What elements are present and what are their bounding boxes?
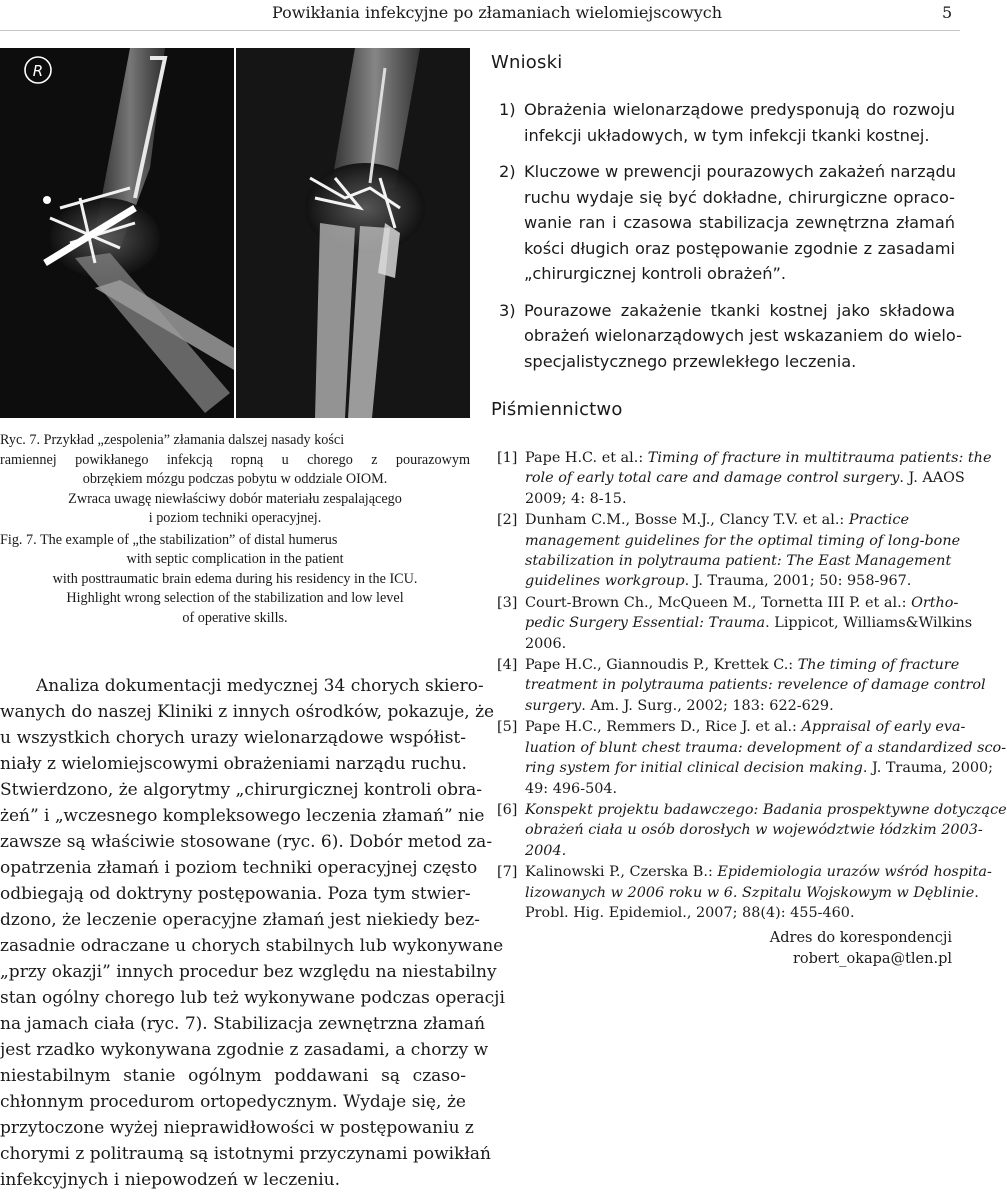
- conclusion-item: [499, 97, 955, 148]
- conclusion-line: [499, 185, 955, 211]
- reference-line: [497, 758, 994, 778]
- references-list: [497, 448, 1007, 924]
- conclusion-number: 2): [499, 162, 516, 181]
- reference-item: [497, 717, 1007, 799]
- reference-line: [497, 800, 1007, 820]
- conclusion-line: [499, 123, 955, 149]
- conclusion-line: [499, 97, 955, 123]
- reference-title: The timing of fracture: [797, 657, 960, 674]
- conclusion-line: [499, 261, 955, 287]
- reference-title: surgery: [525, 697, 582, 714]
- reference-text: . J. Trauma, 2001; 50: 958-967.: [684, 573, 912, 590]
- body-line: zasadnie odraczane u chorych stabilnych lub wykonywane: [0, 936, 504, 956]
- caption-line: with septic complication in the patient: [126, 551, 344, 567]
- reference-line: [497, 551, 957, 571]
- reference-line: [497, 593, 957, 613]
- page-number: 5: [942, 3, 953, 22]
- references-heading: Piśmiennictwo: [491, 399, 623, 420]
- reference-line: [497, 510, 957, 530]
- reference-item: [497, 655, 986, 716]
- reference-title: Epidemiologia urazów wśród hospita-: [717, 864, 992, 881]
- address-label: Adres do korespondencji: [769, 930, 952, 946]
- reference-title: ring system for initial clinical decision making: [525, 760, 863, 777]
- reference-number: [6]: [497, 801, 518, 818]
- xray-figure: [0, 48, 470, 418]
- conclusion-text: Obrażenia wielonarządowe predysponują do rozwoju: [524, 100, 955, 119]
- body-line: stan ogólny chorego lub też wykonywane podczas operacji: [0, 988, 505, 1008]
- reference-text: Pape H.C. et al.:: [525, 450, 648, 466]
- reference-line: [497, 531, 961, 551]
- reference-item: [497, 862, 992, 923]
- reference-line: [497, 779, 957, 799]
- body-line: Stwierdzono, że algorytmy „chirurgicznej kontroli obra-: [0, 780, 482, 800]
- body-line: przytoczone wyżej nieprawidłowości w postępowaniu z: [0, 1118, 474, 1138]
- reference-text: . Lippicot, Williams&Wilkins: [765, 615, 973, 632]
- reference-text: . Am. J. Surg., 2002; 183: 622-629.: [581, 697, 834, 714]
- figure-caption: [0, 431, 470, 628]
- conclusion-line: [499, 210, 955, 236]
- reference-line: [497, 613, 973, 633]
- reference-title: role of early total care and damage control surgery: [525, 470, 900, 487]
- conclusion-number: 3): [499, 300, 516, 320]
- reference-title: treatment in polytrauma patients: revelence of damage control: [525, 677, 986, 694]
- body-line: opatrzenia złamań i poziom techniki operacyjnej często: [0, 858, 478, 878]
- reference-line: [497, 634, 957, 654]
- conclusion-line: [499, 236, 955, 262]
- reference-title: management guidelines for the optimal timing of long-bone: [525, 532, 961, 549]
- reference-line: [497, 862, 992, 882]
- body-line: chorymi z politraumą są istotnymi przyczynami powikłań: [0, 1144, 491, 1164]
- reference-text: . J. Trauma, 2000;: [862, 760, 994, 777]
- reference-title: 2004.: [525, 842, 567, 859]
- reference-title: Ortho-: [911, 594, 959, 611]
- caption-line: obrzękiem mózgu podczas pobytu w oddziale OIOM.: [82, 471, 388, 487]
- conclusion-text: kości długich oraz postępowanie zgodnie z zasadami: [524, 238, 955, 258]
- conclusion-number: 1): [499, 100, 516, 119]
- body-line: odbiegają od doktryny postępowania. Poza tym stwier-: [0, 884, 471, 904]
- reference-text: 2006.: [525, 635, 567, 652]
- reference-title: stabilization in polytrauma patient: The East Management: [525, 553, 952, 570]
- reference-text: . J. AAOS: [899, 470, 965, 487]
- reference-title: lizowanych w 2006 roku w 6. Szpitalu Wojskowym w Dęblinie: [525, 884, 975, 901]
- conclusions-list: [499, 97, 962, 385]
- reference-title: luation of blunt chest trauma: development of a standardized sco-: [525, 739, 1007, 756]
- conclusion-text: „chirurgicznej kontroli obrażeń”.: [524, 264, 787, 283]
- reference-number: [3]: [497, 594, 518, 611]
- reference-title: pedic Surgery Essential: Trauma: [525, 615, 766, 632]
- caption-line: of operative skills.: [182, 609, 288, 626]
- conclusion-text: obrażeń wielonarządowych jest wskazaniem do wielo-: [524, 326, 962, 345]
- reference-item: [497, 448, 992, 509]
- reference-line: [497, 696, 957, 716]
- conclusion-text: Kluczowe w prewencji pourazowych zakażeń narządu: [524, 162, 957, 181]
- caption-line: Ryc. 7. Przykład „zespolenia” złamania dalszej nasady kości: [0, 432, 345, 448]
- correspondence-address: [770, 928, 952, 969]
- body-line: niały z wielomiejscowymi obrażeniami narządu ruchu.: [0, 754, 467, 774]
- caption-line: Fig. 7. The example of „the stabilization” of distal humerus: [0, 531, 338, 548]
- body-line: wanych do naszej Kliniki z innych ośrodków, pokazuje, że: [0, 702, 495, 722]
- conclusion-text: Pourazowe zakażenie tkanki kostnej jako składowa: [524, 300, 955, 320]
- reference-text: Kalinowski P., Czerska B.:: [525, 864, 718, 881]
- reference-number: [7]: [497, 864, 518, 881]
- conclusion-line: [499, 159, 955, 185]
- body-line: niestabilnym stanie ogólnym poddawani są czaso-: [0, 1066, 466, 1086]
- reference-number: [5]: [497, 719, 518, 736]
- reference-number: [2]: [497, 512, 518, 529]
- reference-title: obrażeń ciała u osób dorosłych w województwie łódzkim 2003-: [525, 822, 983, 839]
- conclusions-heading: Wnioski: [491, 52, 563, 73]
- reference-line: [497, 675, 986, 695]
- reference-text: Dunham C.M., Bosse M.J., Clancy T.V. et al.:: [525, 512, 849, 529]
- header-title: Powikłania infekcyjne po złamaniach wielomiejscowych: [272, 3, 723, 22]
- reference-title: Practice: [848, 512, 909, 529]
- reference-line: [497, 468, 965, 488]
- body-line: zawsze są właściwie stosowane (ryc. 6). Dobór metod za-: [0, 832, 493, 852]
- reference-line: [497, 655, 960, 675]
- reference-text: Court-Brown Ch., McQueen M., Tornetta III P. et al.:: [525, 594, 912, 611]
- reference-text: 2009; 4: 8-15.: [525, 490, 627, 507]
- body-line: „przy okazji” innych procedur bez względu na niestabilny: [0, 962, 497, 982]
- reference-line: [497, 738, 1007, 758]
- reference-number: [4]: [497, 657, 518, 674]
- reference-number: [1]: [497, 450, 518, 466]
- reference-text: .: [974, 884, 979, 901]
- reference-title: Timing of fracture in multitrauma patients: the: [647, 450, 992, 466]
- reference-item: [497, 510, 961, 592]
- body-line: jest rzadko wykonywana zgodnie z zasadami, a chorzy w: [0, 1040, 489, 1060]
- reference-line: [497, 883, 979, 903]
- reference-title: Appraisal of early eva-: [801, 719, 966, 736]
- reference-item: [497, 593, 973, 654]
- reference-line: [497, 571, 957, 591]
- conclusion-line: [499, 323, 962, 349]
- conclusion-line: [499, 349, 955, 375]
- body-line: Analiza dokumentacji medycznej 34 chorych skiero-: [36, 676, 484, 696]
- body-line: chłonnym procedurom ortopedycznym. Wydaje się, że: [0, 1092, 466, 1112]
- reference-title: guidelines workgroup: [525, 573, 685, 590]
- body-line: na jamach ciała (ryc. 7). Stabilizacja zewnętrzna złamań: [0, 1014, 486, 1034]
- conclusion-text: specjalistycznego przewlekłego leczenia.: [524, 351, 857, 371]
- reference-text: 49: 496-504.: [525, 780, 618, 797]
- conclusion-item: [499, 159, 955, 287]
- conclusion-line: [499, 298, 955, 324]
- conclusion-text: infekcji układowych, w tym infekcji tkanki kostnej.: [524, 125, 930, 145]
- reference-line: [497, 841, 957, 861]
- xray-image: [0, 48, 470, 418]
- caption-line: i poziom techniki operacyjnej.: [148, 510, 322, 526]
- reference-line: [497, 820, 983, 840]
- reference-item: [497, 800, 1007, 861]
- reference-line: [497, 489, 957, 509]
- panel-label: R: [32, 62, 44, 80]
- header-rule: [0, 30, 960, 31]
- reference-text: Pape H.C., Giannoudis P., Krettek C.:: [525, 657, 798, 674]
- body-line: żeń” i „wczesnego kompleksowego leczenia złamań” nie: [0, 806, 485, 826]
- conclusion-text: ruchu wydaje się być dokładne, chirurgiczne opraco-: [524, 187, 955, 207]
- caption-line: ramiennej powikłanego infekcją ropną u chorego z pourazowym: [0, 451, 470, 468]
- body-line: infekcyjnych i niepowodzeń w leczeniu.: [0, 1170, 341, 1190]
- address-email: robert_okapa@tlen.pl: [792, 950, 952, 967]
- caption-line: with posttraumatic brain edema during his residency in the ICU.: [52, 570, 418, 587]
- reference-line: [497, 717, 966, 737]
- conclusion-text: wanie ran i czasowa stabilizacja zewnętrzna złamań: [524, 213, 955, 232]
- reference-line: [497, 448, 992, 468]
- body-line: dzono, że leczenie operacyjne złamań jest niekiedy bez-: [0, 910, 480, 930]
- body-paragraph: [0, 673, 505, 1193]
- body-line: u wszystkich chorych urazy wielonarządowe współist-: [0, 728, 466, 748]
- conclusion-item: [499, 298, 962, 375]
- reference-title: Konspekt projektu badawczego: Badania prospektywne dotyczące: [525, 801, 1007, 818]
- caption-line: Highlight wrong selection of the stabilization and low level: [66, 590, 404, 606]
- caption-line: Zwraca uwagę niewłaściwy dobór materiału zespalającego: [68, 490, 402, 507]
- reference-line: [497, 903, 957, 923]
- reference-text: Probl. Hig. Epidemiol., 2007; 88(4): 455-460.: [525, 904, 855, 921]
- reference-text: Pape H.C., Remmers D., Rice J. et al.:: [525, 719, 802, 736]
